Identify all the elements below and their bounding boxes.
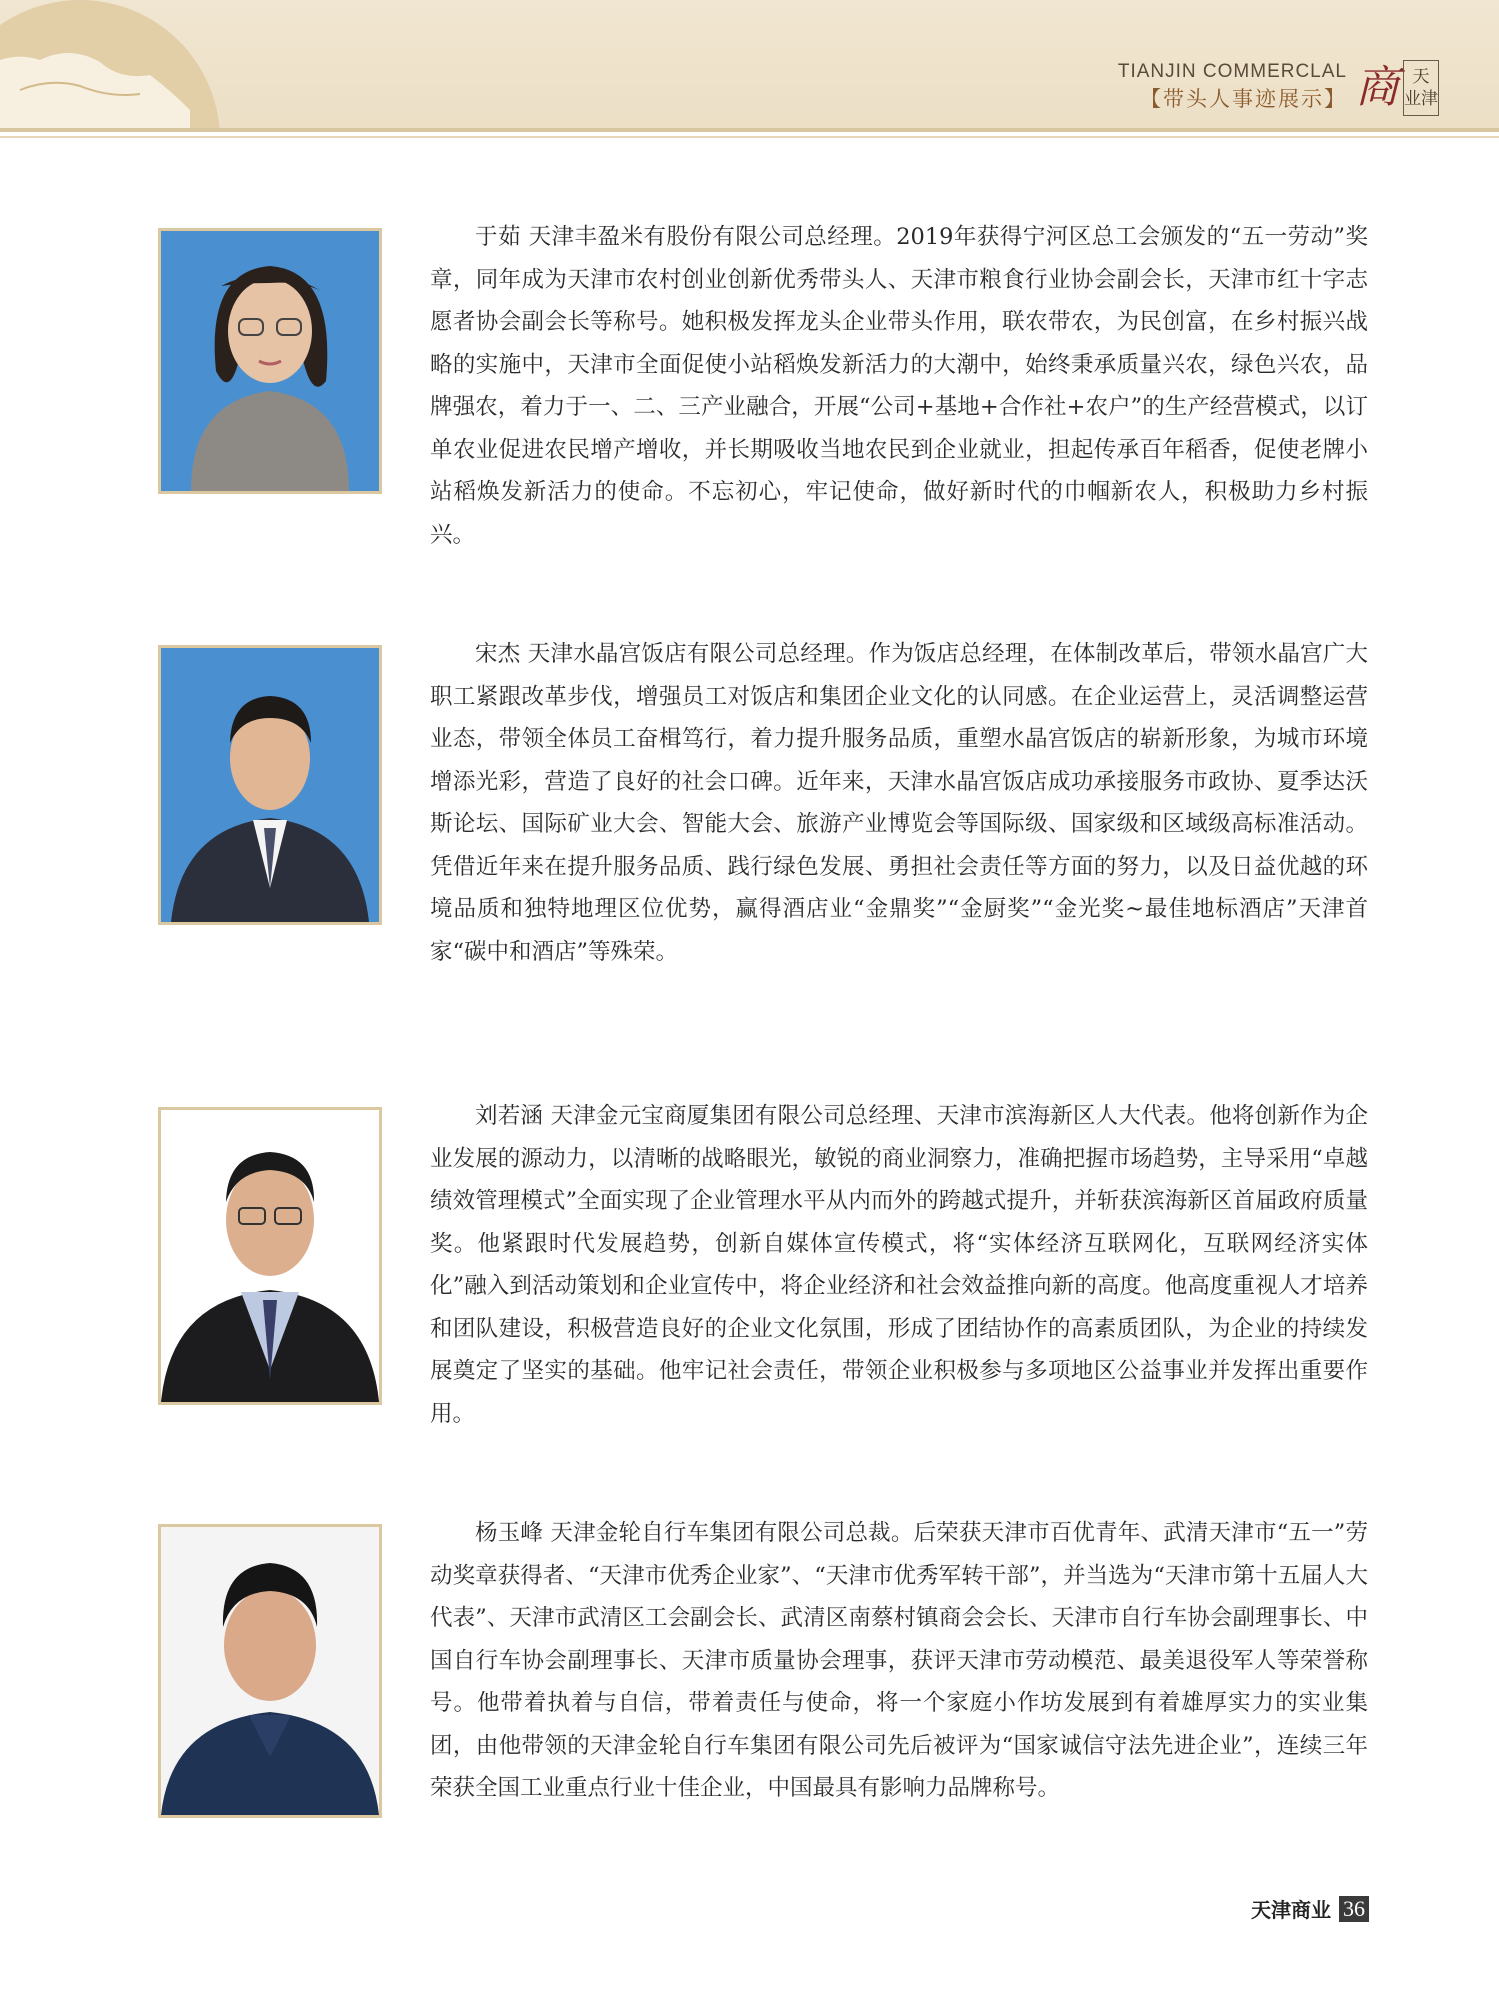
- man-portrait-icon: [161, 648, 379, 922]
- header-rule: [0, 136, 1499, 138]
- portrait-photo: [158, 1524, 382, 1818]
- magazine-title: 天津商业: [1251, 1900, 1331, 1922]
- brand-logo-char: 商: [1355, 62, 1399, 113]
- woman-portrait-icon: [161, 231, 379, 491]
- profile-bio: 杨玉峰 天津金轮自行车集团有限公司总裁。后荣获天津市百优青年、武清天津市“五一”劳动奖章获得者、“天津市优秀企业家”、“天津市优秀军转干部”，并当选为“天津市第十五届人大代表”、天津市武清区工会副会长、武清区南蔡村镇商会会长、天津市自行车协会副理事长、中国自行车协会副理事长、天津市质量协会理事，获评天津市劳动模范、最美退役军人等荣誉称号。他带着执着与自信，带着责任与使命，将一个家庭小作坊发展到有着雄厚实力的实业集团，由他带领的天津金轮自行车集团有限公司先后被评为“国家诚信守法先进企业”，连续三年荣获全国工业重点行业十佳企业，中国最具有影响力品牌称号。: [430, 1520, 1368, 1801]
- brand-block: [1118, 60, 1439, 120]
- globe-decoration-icon: [0, 0, 260, 130]
- profile-bio: 于茹 天津丰盈米有股份有限公司总经理。2019年获得宁河区总工会颁发的“五一劳动”奖章，同年成为天津市农村创业创新优秀带头人、天津市粮食行业协会副会长，天津市红十字志愿者协会副会长等称号。她积极发挥龙头企业带头作用，联农带农，为民创富，在乡村振兴战略的实施中，天津市全面促使小站稻焕发新活力的大潮中，始终秉承质量兴农，绿色兴农，品牌强农，着力于一、二、三产业融合，开展“公司+基地+合作社+农户”的生产经营模式，以订单农业促进农民增产增收，并长期吸收当地农民到企业就业，担起传承百年稻香，促使老牌小站稻焕发新活力的使命。不忘初心，牢记使命，做好新时代的巾帼新农人，积极助力乡村振兴。: [430, 224, 1368, 548]
- section-title: 【带头人事迹展示】: [1140, 87, 1347, 111]
- profile-bio: 刘若涵 天津金元宝商厦集团有限公司总经理、天津市滨海新区人大代表。他将创新作为企业发展的源动力，以清晰的战略眼光，敏锐的商业洞察力，准确把握市场趋势，主导采用“卓越绩效管理模式”全面实现了企业管理水平从内而外的跨越式提升，并斩获滨海新区首届政府质量奖。他紧跟时代发展趋势，创新自媒体宣传模式，将“实体经济互联网化，互联网经济实体化”融入到活动策划和企业宣传中，将企业经济和社会效益推向新的高度。他高度重视人才培养和团队建设，积极营造良好的企业文化氛围，形成了团结协作的高素质团队，为企业的持续发展奠定了坚实的基础。他牢记社会责任，带领企业积极参与多项地区公益事业并发挥出重要作用。: [430, 1103, 1368, 1427]
- page-footer: [1251, 1894, 1369, 1923]
- brand-seal-bottom: 业津: [1404, 89, 1438, 109]
- portrait-photo: [158, 228, 382, 494]
- man-portrait-icon: [161, 1110, 379, 1402]
- page-header: [0, 0, 1499, 132]
- brand-english: TIANJIN COMMERCLAL: [1117, 61, 1347, 82]
- brand-seal: [1403, 60, 1439, 116]
- page-number: 36: [1339, 1896, 1369, 1922]
- portrait-photo: [158, 645, 382, 925]
- portrait-photo: [158, 1107, 382, 1405]
- brand-seal-top: 天: [1412, 67, 1430, 87]
- man-portrait-icon: [161, 1527, 379, 1815]
- profile-bio: 宋杰 天津水晶宫饭店有限公司总经理。作为饭店总经理，在体制改革后，带领水晶宫广大职工紧跟改革步伐，增强员工对饭店和集团企业文化的认同感。在企业运营上，灵活调整运营业态，带领全体员工奋楫笃行，着力提升服务品质，重塑水晶宫饭店的崭新形象，为城市环境增添光彩，营造了良好的社会口碑。近年来，天津水晶宫饭店成功承接服务市政协、夏季达沃斯论坛、国际矿业大会、智能大会、旅游产业博览会等国际级、国家级和区域级高标准活动。凭借近年来在提升服务品质、践行绿色发展、勇担社会责任等方面的努力，以及日益优越的环境品质和独特地理区位优势，赢得酒店业“金鼎奖”“金厨奖”“金光奖~最佳地标酒店”天津首家“碳中和酒店”等殊荣。: [430, 641, 1368, 965]
